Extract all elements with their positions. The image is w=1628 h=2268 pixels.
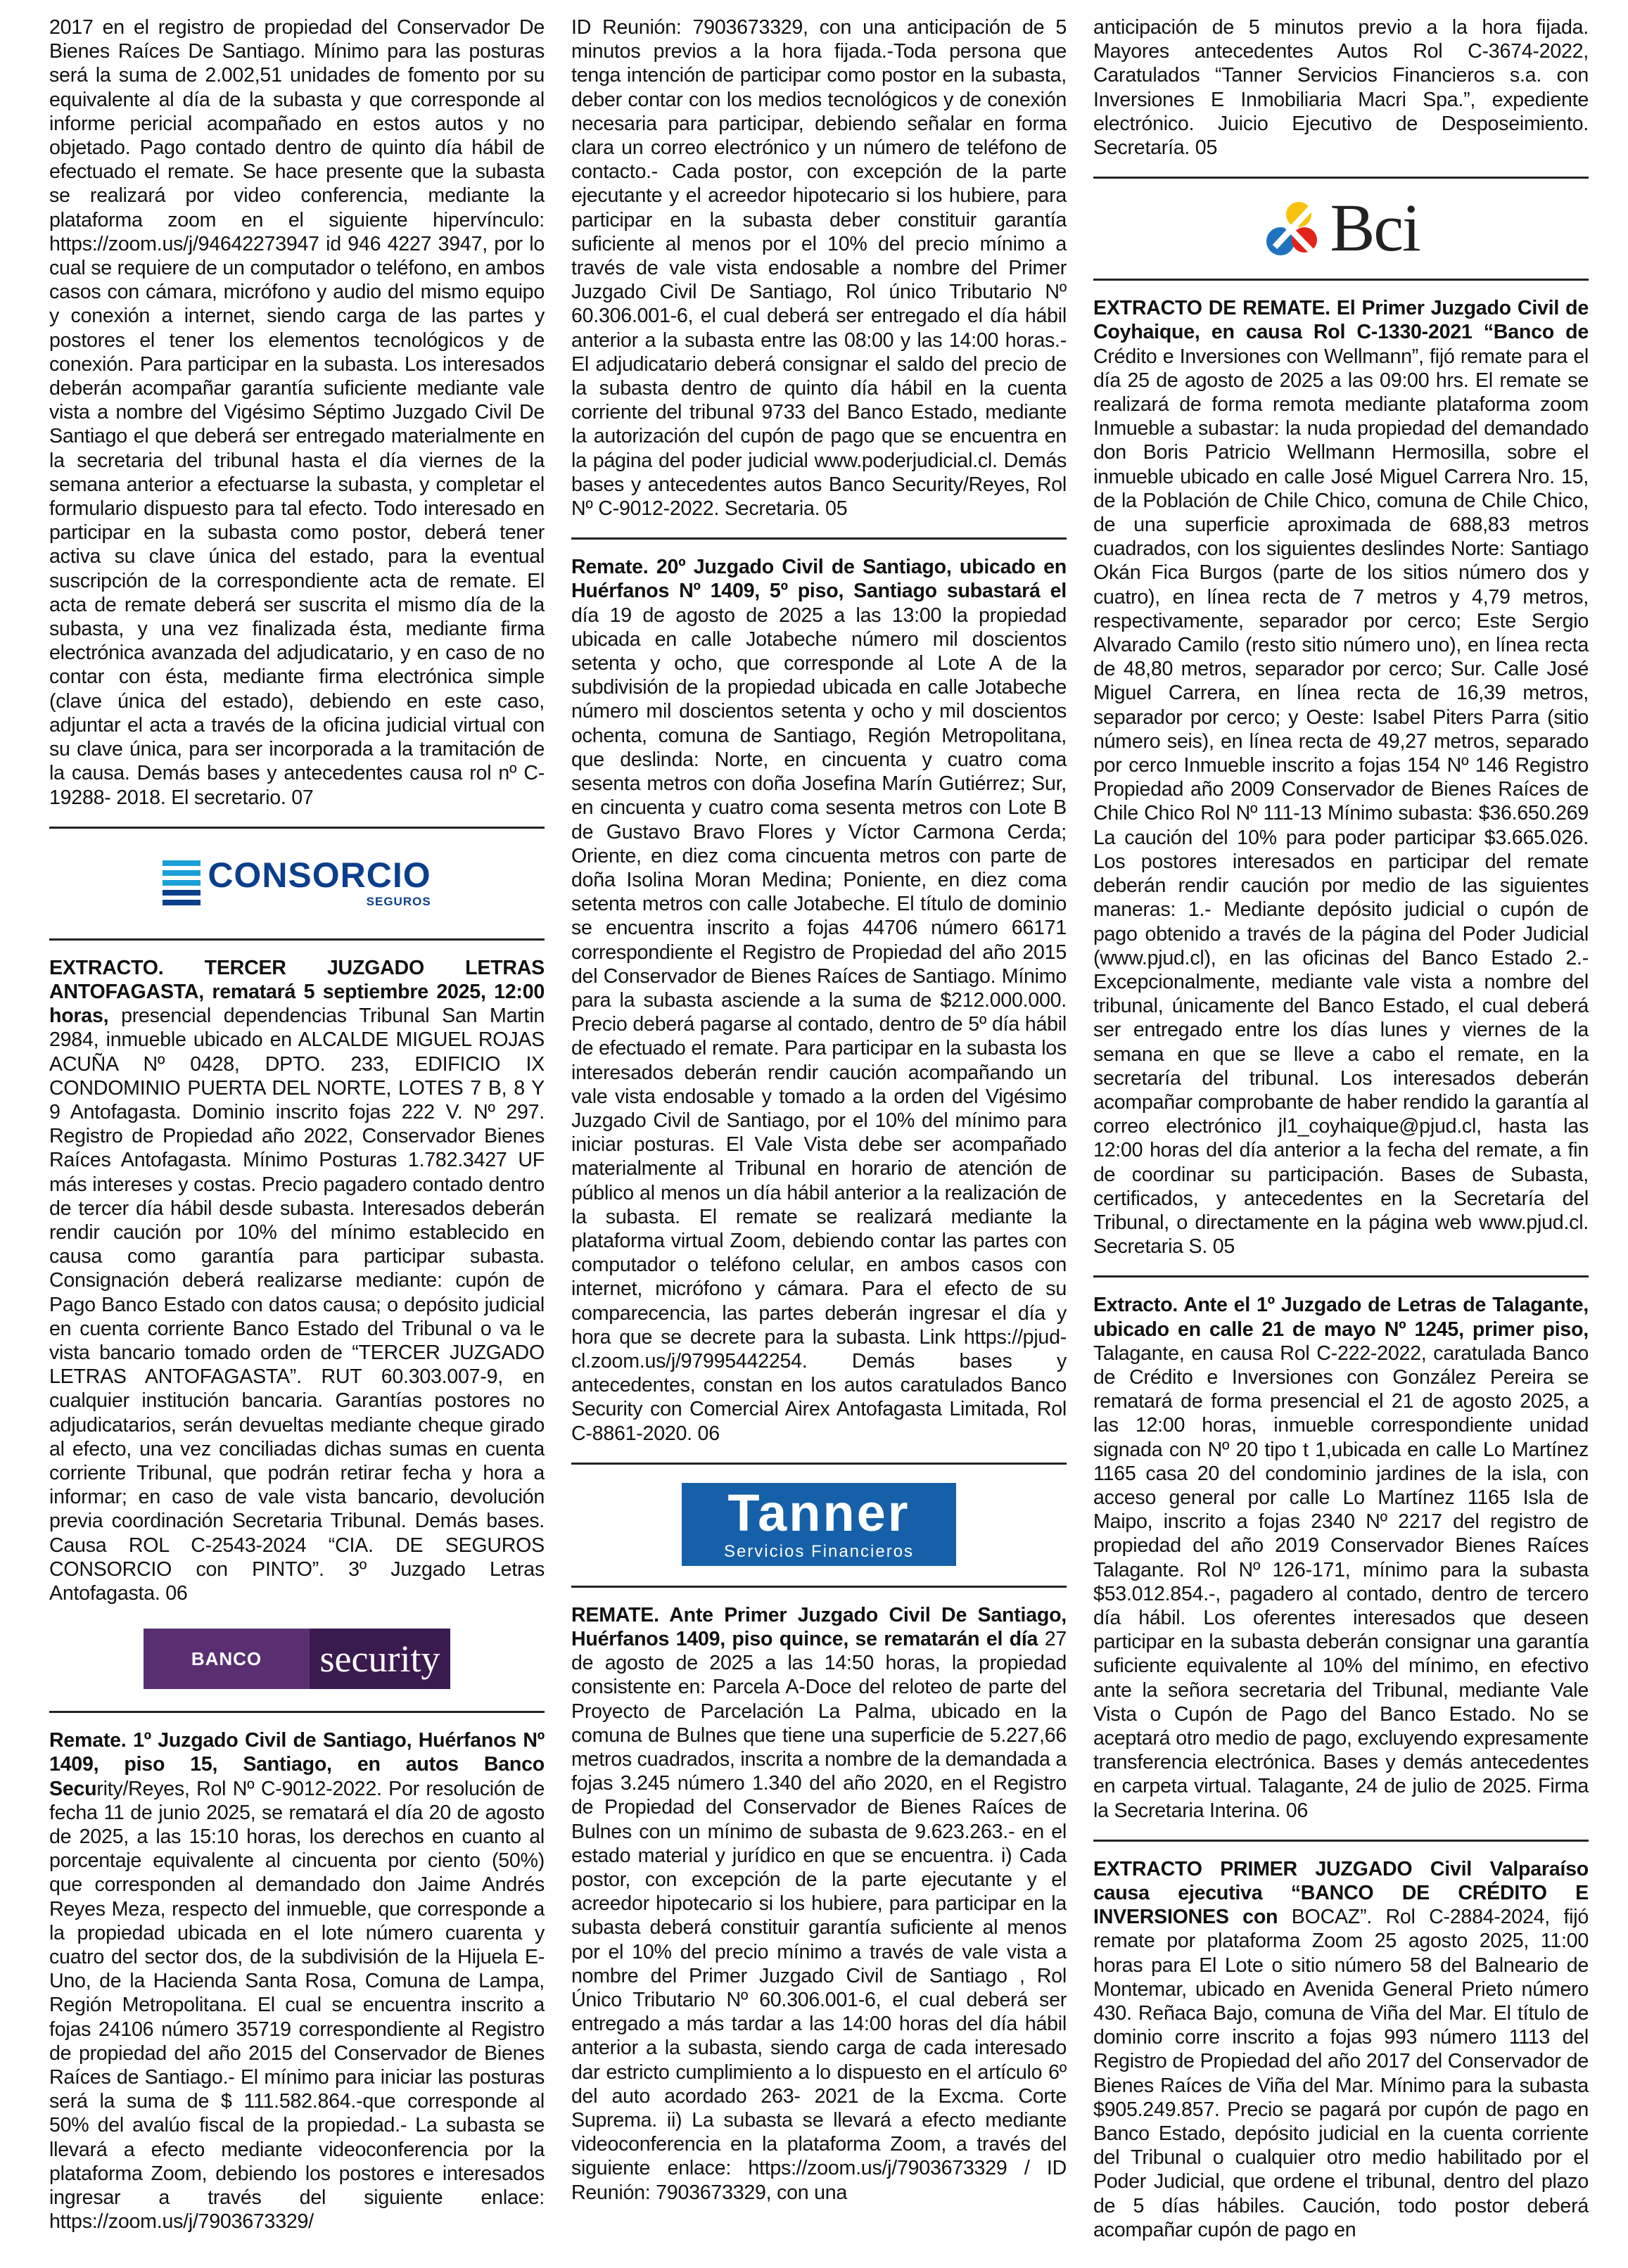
divider: [49, 938, 545, 941]
notice-continued-security-reyes: ID Reunión: 7903673329, con una anticipación de 5 minutos previos a la hora fijada.-Toda persona que tenga intención de participar como postor en la subasta, deber contar con los medios tecnológicos y de conexión necesaria para participar, debiendo señalar en forma clara un correo electrónico y un número de teléfono de contacto.- Cada postor, con excepción de la parte ejecutante y el acreedor hipotecario si los hubiere, para participar en la subasta deber constituir garantía suficiente al menos por el 10% del precio mínimo a través de vale vista endosable a nombre del Primer Juzgado Civil De Santiago, Rol único Tributario Nº 60.306.001-6, el cual deberá ser entregado el día hábil anterior a la subasta entre las 08:00 y las 14:00 horas.-El adjudicatario deberá consignar el saldo del precio de la subasta dentro de quinto día hábil en la cuenta corriente del tribunal 9733 del Banco Estado, mediante la autorización del cupón de pago que se encuentra en la página del poder judicial www.poderjudicial.cl. Demás bases y antecedentes autos Banco Security/Reyes, Rol Nº C-9012-2022. Secretaria. 05: [571, 16, 1067, 521]
notice-continued-27-juzgado: 2017 en el registro de propiedad del Conservador De Bienes Raíces De Santiago. Mínimo para las posturas será la suma de 2.002,51 unidades de fomento por su equivalente al día de la subasta y que corresponde al informe pericial acompañado en estos autos y no objetado. Pago contado dentro de quinto día hábil de efectuado el remate. Se hace presente que la subasta se realizará por video conferencia, mediante la plataforma zoom en el siguiente hipervínculo: https://zoom.us/j/94642273947 id 946 4227 3947, por lo cual se requiere de un computador o teléfono, en ambos casos con cámara, micrófono y audio del mismo equipo y conexión a internet, siendo carga de las partes y postores el tener los elementos tecnológicos y de conexión. Para participar en la subasta. Los interesados deberán acompañar garantía suficiente mediante vale vista a nombre del Vigésimo Séptimo Juzgado Civil De Santiago el que deberá ser entregado materialmente en la secretaria del tribunal hasta el día viernes de la semana anterior a efectuarse la subasta, y completar el formulario dispuesto para tal efecto. Todo interesado en participar en la subasta como postor, deberá tener activa su clave única del estado, para la eventual suscripción de la correspondiente acta de remate. El acta de remate deberá ser suscrita el mismo día de la subasta, y una vez finalizada ésta, mediante firma electrónica avanzada del adjudicatario, y en caso de no contar con ésta, mediante firma electrónica simple (clave única del estado), debiendo en este caso, adjuntar el acta a través de la oficina judicial virtual con su clave única, para ser incorporada a la tramitación de la causa. Demás bases y antecedentes causa rol nº C-19288- 2018. El secretario. 07: [49, 16, 545, 809]
notice-coyhaique: EXTRACTO DE REMATE. El Primer Juzgado Civil de Coyhaique, en causa Rol C-1330-2021 “Banco de Crédito e Inversiones con Wellmann”, fijó remate para el día 25 de agosto de 2025 a las 09:00 hrs. El remate se realizará de forma remota mediante plataforma zoom Inmueble a subastar: la nuda propiedad del demandado don Boris Patricio Wellmann Hermosilla, sobre el inmueble ubicado en calle José Miguel Carrera Nro. 15, de la Población de Chile Chico, comuna de Chile Chico, de una superficie aproximada de 688,83 metros cuadrados, con los siguientes deslindes Norte: Santiago Okán Fica Burgos (parte de los sitios número dos y cuatro), en línea recta de 7 metros y 4,79 metros, respectivamente, separador por cerco; Este Sergio Alvarado Camilo (resto sitio número uno), en línea recta de 48,80 metros, separador por cerco; Sur. Calle José Miguel Carrera, en línea recta de 16,39 metros, separador por cerco; y Oeste: Isabel Piters Parra (sitio número seis), en línea recta de 49,27 metros, separado por cerco Inmueble inscrito a fojas 154 Nº 146 Registro Propiedad año 2009 Conservador de Bienes Raíces de Chile Chico Rol Nº 111-13 Mínimo subasta: $36.650.269 La caución del 10% para poder participar $3.665.026. Los postores interesados en participar del remate deberán rendir caución por medio de las siguientes maneras: 1.- Mediante depósito judicial o cupón de pago obtenido a través de la página del Poder Judicial (www.pjud.cl), en las oficinas del Banco Estado 2.- Excepcionalmente, mediante vale vista a nombre del tribunal, únicamente del Banco Estado, el cual deberá ser entregado entre los días lunes y viernes de la semana en que se lleve a cabo el remate, en la secretaría del tribunal. Los interesados deberán acompañar comprobante de haber rendido la garantía al correo electrónico jl1_coyhaique@pjud.cl, hasta las 12:00 horas del día anterior a la fecha del remate, a fin de coordinar su participación. Bases de Subasta, certificados, y antecedentes en la Secretaría del Tribunal, o directamente en la página web www.pjud.cl. Secretaria S. 05: [1093, 297, 1589, 1259]
notice-heading: EXTRACTO. TERCER JUZGADO LETRAS ANTOFAGASTA, rematará 5 septiembre 2025, 12:00 horas,: [49, 956, 545, 1028]
column-3: [1093, 15, 1589, 2242]
notice-heading: EXTRACTO DE REMATE. El Primer Juzgado Civil de Coyhaique, en causa Rol C-1330-2021 “Banco de: [1093, 297, 1589, 344]
divider: [1093, 177, 1589, 179]
tanner-sub: Servicios Financieros: [723, 1541, 915, 1561]
consorcio-sub: SEGUROS: [366, 894, 431, 908]
consorcio-mark-icon: [163, 860, 201, 905]
consorcio-name: CONSORCIO: [208, 855, 431, 895]
divider: [571, 537, 1067, 540]
notice-tanner: REMATE. Ante Primer Juzgado Civil De Santiago, Huérfanos 1409, piso quince, se rematarán el día 27 de agosto de 2025 a las 14:50 horas, la propiedad consistente en: Parcela A-Doce del reloteo de parte del Proyecto de Parcelación La Palma, ubicado en la comuna de Bulnes que tiene una superficie de 5.227,66 metros cuadrados, inscrita a nombre de la demandada a fojas 3.245 número 1.340 del año 2020, en el Registro de Propiedad del Conservador de Bienes Raíces de Bulnes con un mínimo de subasta de 9.623.263.- en el estado material y jurídico en que se encuentra. i) Cada postor, con excepción de la parte ejecutante y el acreedor hipotecario si los hubiere, para participar en la subasta deberá constituir garantía suficiente al menos por el 10% del precio mínimo a través de vale vista a nombre del Primer Juzgado Civil de Santiago , Rol Único Tributario Nº 60.306.001-6, el cual deberá ser entregado a más tardar a las 14:00 horas del día hábil anterior a la subasta, siendo carga de cada interesado dar estricto cumplimiento a lo dispuesto en el artículo 6º del auto acordado 263- 2021 de la Excma. Corte Suprema. ii) La subasta se llevará a efecto mediante videoconferencia en la plataforma Zoom, a través del siguiente enlace: https://zoom.us/j/7903673329 / ID Reunión: 7903673329, con una: [571, 1603, 1067, 2204]
column-2: [571, 15, 1067, 2205]
divider: [49, 827, 545, 829]
bci-name: Bci: [1330, 190, 1420, 266]
divider: [1093, 1275, 1589, 1278]
notice-antofagasta: EXTRACTO. TERCER JUZGADO LETRAS ANTOFAGASTA, rematará 5 septiembre 2025, 12:00 horas, presencial dependencias Tribunal San Martin 2984, inmueble ubicado en ALCALDE MIGUEL ROJAS ACUÑA Nº 0428, DPTO. 233, EDIFICIO IX CONDOMINIO PUERTA DEL NORTE, LOTES 7 B, 8 Y 9 Antofagasta. Dominio inscrito fojas 222 V. Nº 297. Registro de Propiedad año 2022, Conservador Bienes Raíces Antofagasta. Mínimo Posturas 1.782.3427 UF más intereses y costas. Precio pagadero contado dentro de tercer día hábil desde subasta. Interesados deberán rendir caución por 10% del mínimo establecido en causa como garantía para participar subasta. Consignación deberá realizarse mediante: cupón de Pago Banco Estado con datos causa; o depósito judicial en cuenta corriente Banco Estado del Tribunal o va le vista bancario tomado orden de “TERCER JUZGADO LETRAS ANTOFAGASTA”. RUT 60.303.007-9, en cualquier institución bancaria. Garantías postores no adjudicatarios, serán devueltas mediante cheque girado al efecto, una vez conciliadas dichas sumas en cuenta corriente Tribunal, que podrán retirar fecha y hora a informar; en caso de vale vista bancario, devolución previa coordinación Secretaria Tribunal. Demás bases. Causa ROL C-2543-2024 “CIA. DE SEGUROS CONSORCIO con PINTO”. 3º Juzgado Letras Antofagasta. 06: [49, 956, 545, 1605]
security-name: security: [310, 1629, 450, 1689]
notice-heading: Remate. 20º Juzgado Civil de Santiago, ubicado en Huérfanos Nº 1409, 5º piso, Santiago subastará el: [571, 556, 1067, 603]
tanner-name: Tanner: [727, 1483, 910, 1542]
divider: [571, 1463, 1067, 1465]
divider: [571, 1586, 1067, 1588]
notice-security-reyes: Remate. 1º Juzgado Civil de Santiago, Huérfanos Nº 1409, piso 15, Santiago, en autos Banco Security/Reyes, Rol Nº C-9012-2022. Por resolución de fecha 11 de junio 2025, se rematará el día 20 de agosto de 2025, a las 15:10 horas, los derechos en cuanto al porcentaje equivalente al cincuenta por ciento (50%) que corresponden al demandado don Jaime Andrés Reyes Meza, respecto del inmueble, que corresponde a la propiedad ubicada en el lote número cuarenta y cuatro del sector dos, de la subdivisión de la Hijuela E-Uno, de la Hacienda Santa Rosa, Comuna de Lampa, Región Metropolitana. El cual se encuentra inscrito a fojas 24106 número 35719 correspondiente al Registro de propiedad del año 2015 del Conservador de Bienes Raíces de Santiago.- El mínimo para iniciar las posturas será la suma de $ 111.582.864.-que corresponde al 50% del avalúo fiscal de la propiedad.- La subasta se llevará a efecto mediante videoconferencia por la plataforma Zoom, debiendo los postores e interesados ingresar a través del siguiente enlace: https://zoom.us/j/7903673329/: [49, 1729, 545, 2234]
notice-valparaiso: EXTRACTO PRIMER JUZGADO Civil Valparaíso causa ejecutiva “BANCO DE CRÉDITO E INVERSIONES con BOCAZ”. Rol C-2884-2024, fijó remate por plataforma Zoom 25 agosto 2025, 11:00 horas para El Lote o sitio número 58 del Balneario de Montemar, ubicado en Avenida General Prieto número 430. Reñaca Bajo, comuna de Viña del Mar. El título de dominio corre inscrito a fojas 993 número 1113 del Registro de Propiedad del año 2017 del Conservador de Bienes Raíces de Viña del Mar. Mínimo para la subasta $905.249.857. Precio se pagará por cupón de pago en Banco Estado, depósito judicial en la cuenta corriente del Tribunal o cualquier otro medio habilitado por el Poder Judicial, que ordene el tribunal, dentro del plazo de 5 días hábiles. Caución, todo postor deberá acompañar cupón de pago en: [1093, 1857, 1589, 2241]
notice-20-juzgado: Remate. 20º Juzgado Civil de Santiago, ubicado en Huérfanos Nº 1409, 5º piso, Santiago subastará el día 19 de agosto de 2025 a las 13:00 la propiedad ubicada en calle Jotabeche número mil doscientos setenta y ocho, que corresponde al Lote A de la subdivisión de la propiedad ubicada en calle Jotabeche número mil doscientos setenta y ocho y mil doscientos ochenta, comuna de Santiago, Región Metropolitana, que deslinda: Norte, en cincuenta y cuatro coma sesenta metros con doña Josefina Marín Gutiérrez; Sur, en cincuenta y cuatro coma sesenta metros con Lote B de Gustavo Bravo Flores y Víctor Carmona Cerda; Oriente, en diez coma cincuenta metros con parte de doña Isolina Moran Medina; Poniente, en diez coma setenta metros con calle Jotabeche. El título de dominio se encuentra inscrito a fojas 44706 número 66171 correspondiente el Registro de Propiedad del año 2015 del Conservador de Bienes Raíces de Santiago. Mínimo para la subasta asciende a la suma de $212.000.000. Precio deberá pagarse al contado, dentro de 5º día hábil de efectuado el remate. Para participar en la subasta los interesados deberán rendir caución acompañando un vale vista endosable y tomado a la orden del Vigésimo Juzgado Civil de Santiago, por el 10% del mínimo para iniciar posturas. El Vale Vista debe ser acompañado materialmente al Tribunal en horario de atención de público al menos un día hábil anterior a la realización de la subasta. El remate se realizará mediante la plataforma virtual Zoom, debiendo contar las partes con computador o teléfono celular, en ambos casos con internet, micrófono y cámara. Para el efecto de su comparecencia, las partes deberán ingresar el día y hora que se decrete para la subasta. Link https://pjud-cl.zoom.us/j/97995442254. Demás bases y antecedentes, constan en los autos caratulados Banco Security con Comercial Airex Antofagasta Limitada, Rol C-8861-2020. 06: [571, 556, 1067, 1445]
banco-security-logo: [49, 1624, 545, 1694]
notice-heading: EXTRACTO PRIMER JUZGADO Civil Valparaíso causa ejecutiva “BANCO DE CRÉDITO E INVERSIONES con: [1093, 1857, 1589, 1929]
tanner-logo: [571, 1480, 1067, 1569]
column-1: [49, 15, 545, 2234]
security-banco-label: BANCO: [144, 1629, 310, 1689]
notice-talagante: Extracto. Ante el 1º Juzgado de Letras de Talagante, ubicado en calle 21 de mayo Nº 1245, primer piso, Talagante, en causa Rol C-222-2022, caratulada Banco de Crédito e Inversiones con González Pereira se rematará de forma presencial el 21 de agosto 2025, a las 12:00 horas, inmueble correspondiente unidad signada con Nº 20 tipo t 1,ubicada en calle Lo Martínez 1165 casa 20 del condominio jardines de la isla, con acceso general por calle Lo Martínez 1165 Isla de Maipo, inscrito a fojas 2340 Nº 2217 del registro de propiedad del año 2019 Conservador Bienes Raíces Talagante. Rol Nº 126-171, mínimo para la subasta $53.012.854.-, pagadero al contado, dentro de tercero día hábil. Los oferentes interesados que deseen participar en la subasta deberán consignar una garantía suficiente equivalente al 10% del mínimo, en efectivo ante la señora secretaria del Tribunal, mediante Vale Vista o Cupón de Pago del Banco Estado. No se aceptará otro medio de pago, excluyendo expresamente transferencia electrónica. Bases y demás antecedentes en carpeta virtual. Talagante, 24 de julio de 2025. Firma la Secretaria Interina. 06: [1093, 1294, 1589, 1822]
notice-heading: Remate. 1º Juzgado Civil de Santiago, Huérfanos Nº 1409, piso 15, Santiago, en autos Banco Secu: [49, 1729, 545, 1800]
bci-mark-icon: [1262, 198, 1323, 258]
notice-heading: REMATE. Ante Primer Juzgado Civil De Santiago, Huérfanos 1409, piso quince, se rematarán el día: [571, 1603, 1067, 1650]
notice-continued-tanner: anticipación de 5 minutos previo a la hora fijada. Mayores antecedentes Autos Rol C-3674-2022, Caratulados “Tanner Servicios Financieros s.a. con Inversiones E Inmobiliaria Macri Spa.”, expediente electrónico. Juicio Ejecutivo de Desposeimiento. Secretaría. 05: [1093, 16, 1589, 160]
divider: [49, 1711, 545, 1713]
divider: [1093, 1840, 1589, 1842]
consorcio-logo: [49, 844, 545, 922]
notice-heading: Extracto. Ante el 1º Juzgado de Letras de Talagante, ubicado en calle 21 de mayo Nº 1245, primer piso,: [1093, 1294, 1589, 1341]
divider: [1093, 279, 1589, 281]
bci-logo: [1093, 190, 1589, 266]
